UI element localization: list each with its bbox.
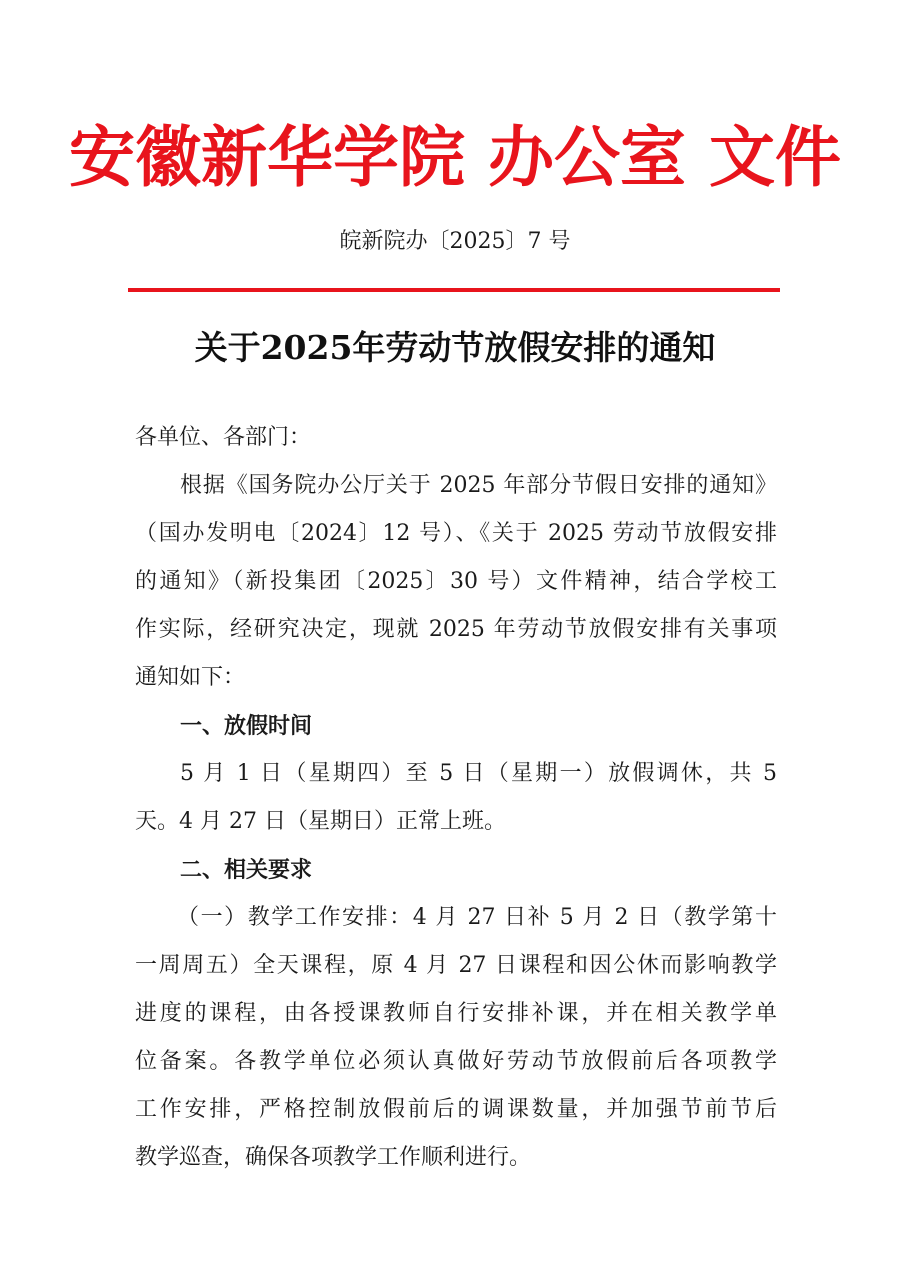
- red-divider-line: [128, 288, 780, 292]
- section-line: （一）教学工作安排：4 月 27 日补 5 月 2 日（教学第十: [177, 905, 777, 930]
- section-line: 天。4 月 27 日（星期日）正常上班。: [135, 809, 506, 834]
- section-line: 一周周五）全天课程，原 4 月 27 日课程和因公休而影响教学: [135, 953, 777, 978]
- section-line: 进度的课程，由各授课教师自行安排补课，并在相关教学单: [135, 1001, 777, 1026]
- notice-body: [135, 414, 777, 1182]
- section-line: 工作安排，严格控制放假前后的调课数量，并加强节前节后: [135, 1097, 777, 1122]
- section-line: 教学巡查，确保各项教学工作顺利进行。: [135, 1145, 532, 1170]
- intro-line: （国办发明电〔2024〕12 号）、《关于 2025 劳动节放假安排: [135, 521, 777, 546]
- intro-line: 根据《国务院办公厅关于 2025 年部分节假日安排的通知》: [180, 473, 777, 498]
- document-number: 皖新院办〔2025〕7 号: [339, 229, 571, 254]
- intro-line: 作实际，经研究决定，现就 2025 年劳动节放假安排有关事项: [135, 617, 777, 642]
- section-heading: 一、放假时间: [180, 713, 313, 739]
- notice-title: 关于2025年劳动节放假安排的通知: [194, 328, 716, 367]
- section-line: 5 月 1 日（星期四）至 5 日（星期一）放假调休，共 5: [180, 761, 777, 786]
- masthead-title: 安徽新华学院 办公室 文件: [69, 118, 841, 196]
- section-line: 位备案。各教学单位必须认真做好劳动节放假前后各项教学: [135, 1049, 777, 1074]
- intro-line: 通知如下：: [135, 665, 246, 690]
- salutation: 各单位、各部门：: [135, 425, 312, 450]
- intro-line: 的通知》（新投集团〔2025〕30 号）文件精神，结合学校工: [135, 569, 777, 594]
- section-heading: 二、相关要求: [180, 857, 313, 883]
